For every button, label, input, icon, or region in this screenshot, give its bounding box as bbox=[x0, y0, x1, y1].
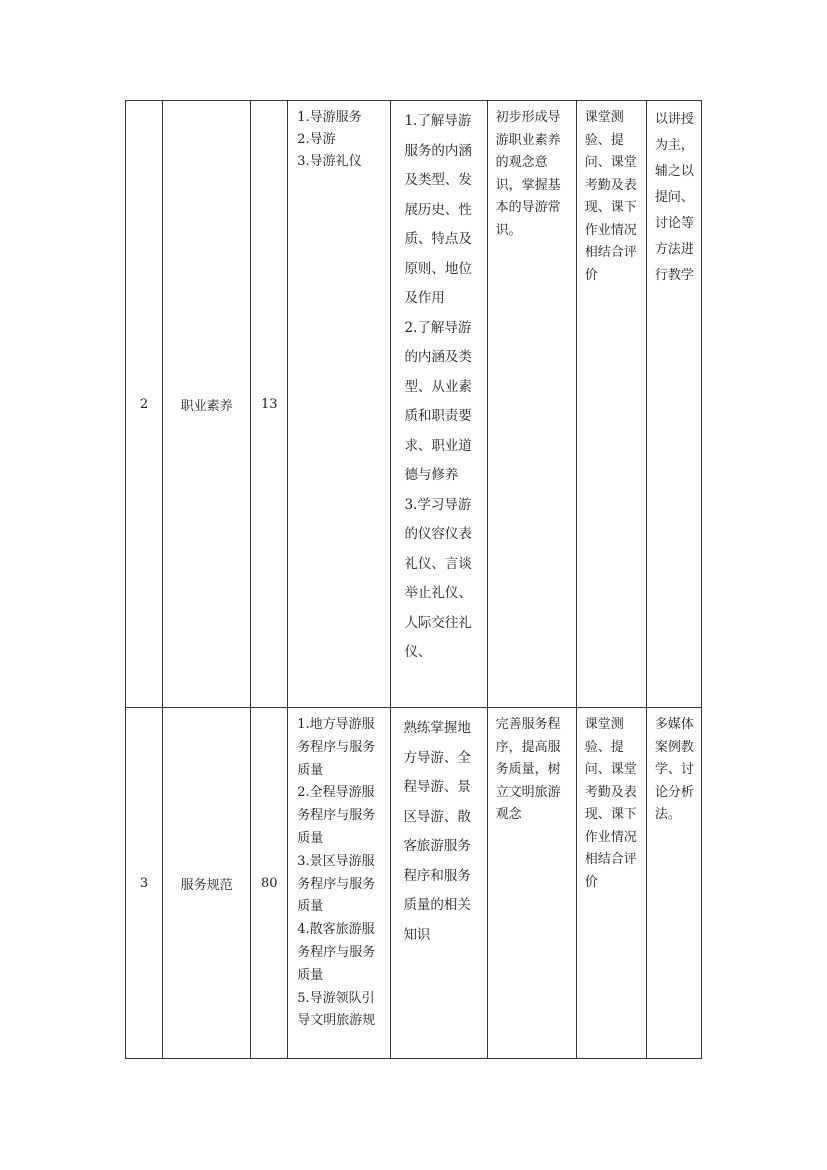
teaching-content-text: 1.导游服务 2.导游 3.导游礼仪 bbox=[297, 110, 362, 169]
knowledge-objective bbox=[391, 708, 487, 1059]
class-hours bbox=[251, 101, 288, 708]
competency-objective-text: 完善服务程序，提高服务质量，树立文明旅游观念 bbox=[495, 717, 561, 822]
row-number-text: 3 bbox=[139, 875, 149, 891]
class-hours bbox=[251, 708, 288, 1059]
curriculum-table bbox=[125, 100, 702, 1059]
row-number bbox=[126, 101, 163, 708]
teaching-method-text: 多媒体案例教学、讨论分析法。 bbox=[654, 717, 694, 822]
competency-objective bbox=[487, 101, 576, 708]
teaching-method-text: 以讲授为主，辅之以提问、讨论等方法进行教学 bbox=[654, 112, 694, 283]
class-hours-text: 13 bbox=[260, 396, 278, 412]
teaching-content bbox=[288, 708, 391, 1059]
assessment-method-text: 课堂测验、提问、课堂考勤及表现、课下作业情况相结合评价 bbox=[584, 110, 637, 283]
knowledge-objective-text: 1.了解导游服务的内涵及类型、发展历史、性质、特点及原则、地位及作用 2.了解导游的内涵及类型、从业素质和职责要求、职业道德与修养 3.学习导游的仪容仪表礼仪、言谈举止礼仪、人际交往礼仪、 bbox=[404, 113, 472, 660]
module-name bbox=[163, 101, 251, 708]
teaching-method bbox=[646, 101, 701, 708]
knowledge-objective-text: 熟练掌握地方导游、全程导游、景区导游、散客旅游服务程序和服务质量的相关知识 bbox=[403, 720, 471, 943]
row-number bbox=[126, 708, 163, 1059]
class-hours-text: 80 bbox=[260, 875, 278, 891]
module-name bbox=[163, 708, 251, 1059]
teaching-content-text: 1.地方导游服务程序与服务质量 2.全程导游服务程序与服务质量 3.景区导游服务程序与服务质量 4.散客旅游服务程序与服务质量 5.导游领队引导文明旅游规 bbox=[297, 717, 376, 1029]
knowledge-objective bbox=[391, 101, 487, 708]
teaching-method bbox=[646, 708, 701, 1059]
competency-objective-text: 初步形成导游职业素养的观念意识，掌握基本的导游常识。 bbox=[495, 110, 561, 238]
table-row bbox=[126, 101, 702, 708]
table-row bbox=[126, 708, 702, 1059]
teaching-content bbox=[288, 101, 391, 708]
assessment-method bbox=[576, 101, 646, 708]
assessment-method bbox=[576, 708, 646, 1059]
module-name-text: 服务规范 bbox=[180, 877, 233, 893]
assessment-method-text: 课堂测验、提问、课堂考勤及表现、课下作业情况相结合评价 bbox=[584, 717, 637, 890]
module-name-text: 职业素养 bbox=[180, 398, 233, 414]
row-number-text: 2 bbox=[139, 396, 149, 412]
competency-objective bbox=[487, 708, 576, 1059]
